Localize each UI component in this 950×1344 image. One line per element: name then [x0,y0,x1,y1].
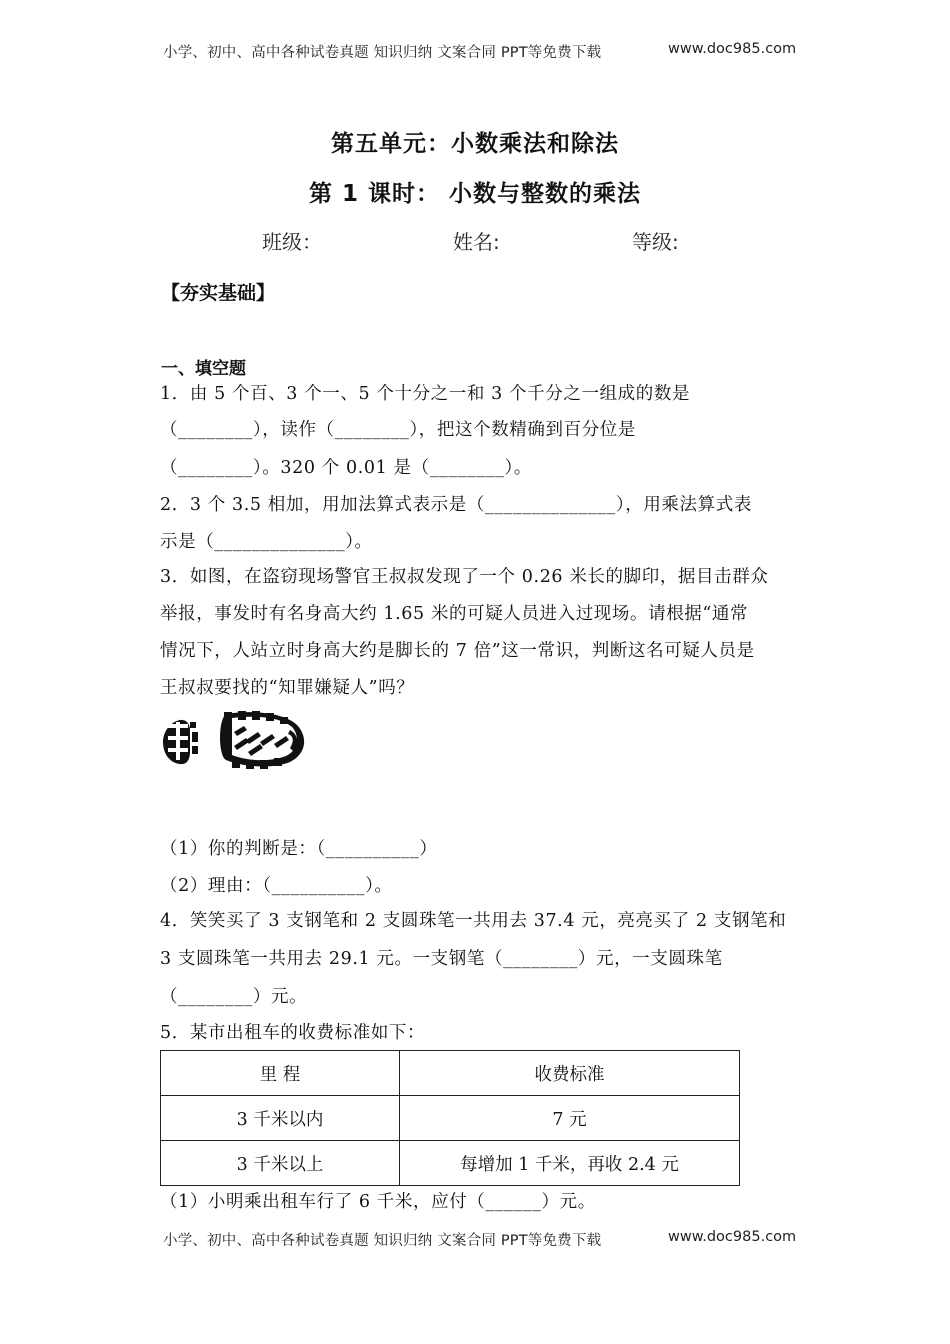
table-cell: 3 千米以内 [161,1096,400,1141]
footer-text: 小学、初中、高中各种试卷真题 知识归纳 文案合同 PPT等免费下载 [163,1233,602,1249]
q5-line-1: 5．某市出租车的收费标准如下： [160,1023,426,1043]
q3-line-1: 3．如图，在盗窃现场警官王叔叔发现了一个 0.26 米长的脚印，据目击群众 [160,567,769,587]
taxi-fee-table [160,1050,740,1186]
q5-sub-1: （1）小明乘出租车行了 6 千米，应付（______）元。 [160,1192,596,1212]
table-row [161,1096,740,1141]
q1-line-2: （________），读作（________），把这个数精确到百分位是 [160,420,636,440]
page-footer [0,1229,950,1253]
worksheet-title: 第五单元：小数乘法和除法 [331,131,619,157]
q3-line-3: 情况下，人站立时身高大约是脚长的 7 倍”这一常识，判断这名可疑人员是 [160,641,755,661]
table-cell: 每增加 1 千米，再收 2.4 元 [400,1141,740,1186]
q4-line-1: 4．笑笑买了 3 支钢笔和 2 支圆珠笔一共用去 37.4 元，亮亮买了 2 支钢笔和 [160,911,787,931]
section-fill-heading: 一、填空题 [161,359,246,379]
q2-line-1: 2．3 个 3.5 相加，用加法算式表示是（______________），用乘法算式表 [160,495,752,515]
table-row [161,1141,740,1186]
q3-sub-2: （2）理由：（__________）。 [160,876,393,896]
footprint-heel [163,720,198,764]
q3-sub-1: （1）你的判断是：（__________） [160,839,438,859]
footprint-icon [160,708,310,770]
footprint-sole [220,711,304,769]
table-header-row [161,1051,740,1096]
q4-line-3: （________）元。 [160,987,308,1007]
q1-line-3: （________）。320 个 0.01 是（________）。 [160,458,532,478]
q4-line-2: 3 支圆珠笔一共用去 29.1 元。一支钢笔（________）元，一支圆珠笔 [160,949,723,969]
header-text: 小学、初中、高中各种试卷真题 知识归纳 文案合同 PPT等免费下载 [163,45,602,61]
table-header-cell: 里 程 [161,1051,400,1096]
table-header-cell: 收费标准 [400,1051,740,1096]
header-url: www.doc985.com [668,41,797,57]
table-cell: 3 千米以上 [161,1141,400,1186]
section-basic-heading: 【夯实基础】 [161,282,276,304]
table-cell: 7 元 [400,1096,740,1141]
name-field-label: 姓名: [453,230,500,254]
q3-line-2: 举报，事发时有名身高大约 1.65 米的可疑人员进入过现场。请根据“通常 [160,604,749,624]
class-field-label: 班级： [262,230,322,254]
q3-line-4: 王叔叔要找的“知罪嫌疑人”吗？ [160,678,415,698]
footer-url: www.doc985.com [668,1229,797,1245]
page-header [0,41,950,65]
grade-field-label: 等级: [632,230,679,254]
q2-line-2: 示是（______________）。 [160,532,373,552]
lesson-title: 第 1 课时： 小数与整数的乘法 [308,181,642,207]
q1-line-1: 1．由 5 个百、3 个一、5 个十分之一和 3 个千分之一组成的数是 [160,384,691,404]
